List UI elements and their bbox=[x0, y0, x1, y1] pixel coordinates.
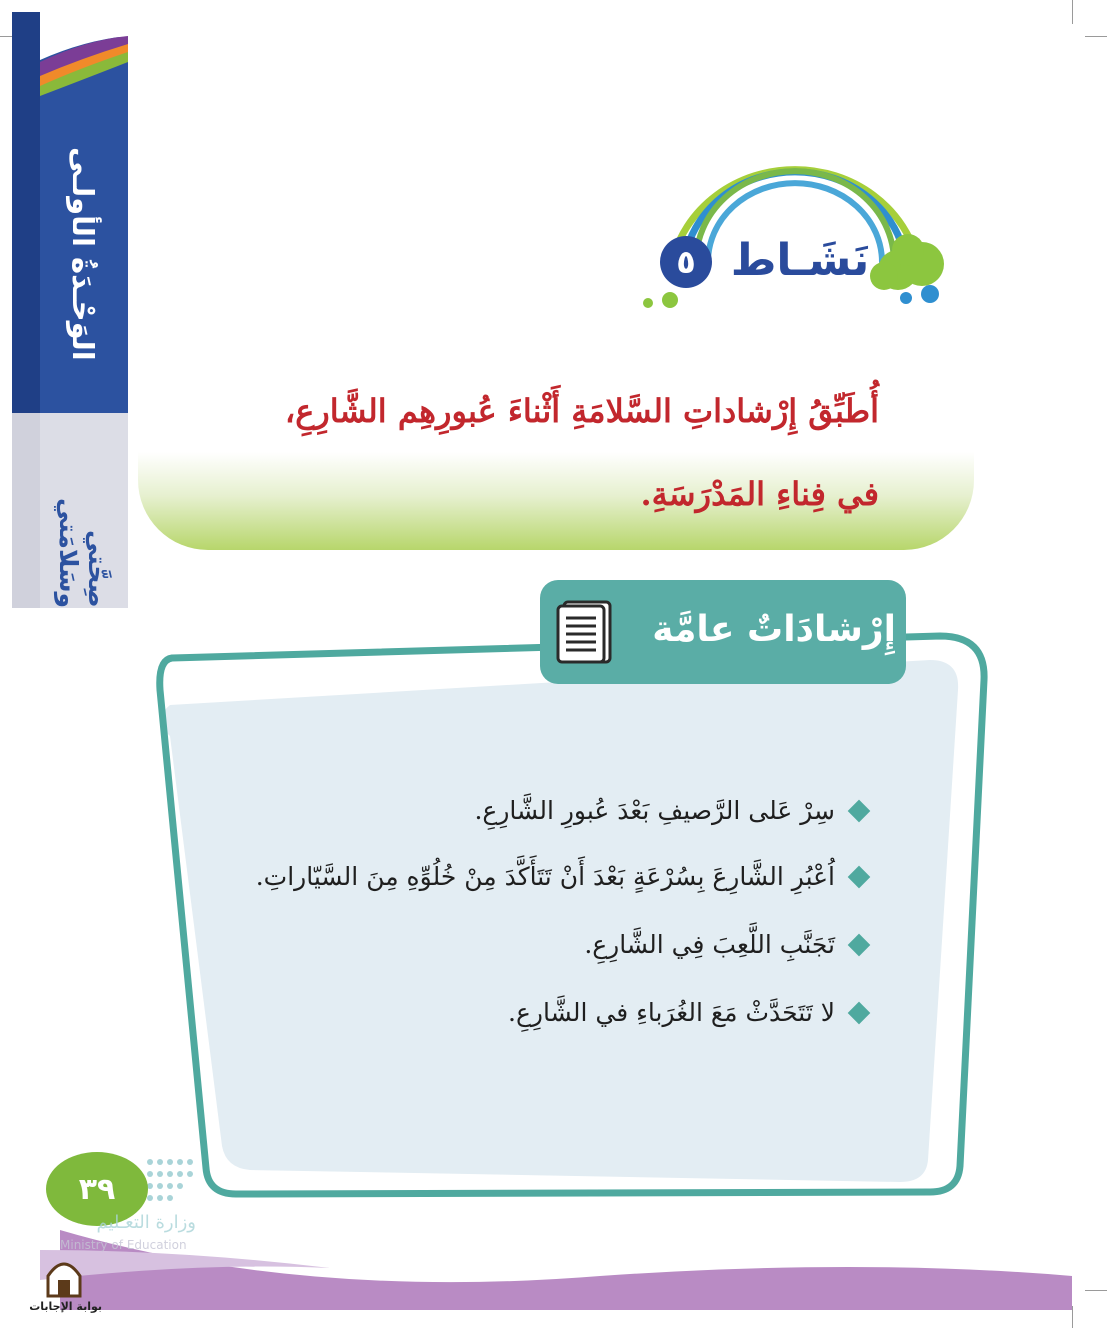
objective-line-1: أُطَبِّقُ إِرْشاداتِ السَّلامَةِ أَثْناءَ عُبورِهِم الشَّارِعِ، bbox=[284, 392, 879, 430]
diamond-bullet-icon bbox=[848, 799, 871, 822]
list-item: لا تَتَحَدَّثْ مَعَ الغُرَباءِ في الشَّارِعِ. bbox=[508, 998, 867, 1027]
objective-line-2: في فِناءِ المَدْرَسَةِ. bbox=[640, 475, 879, 513]
guidelines-title: إِرْشادَاتٌ عامَّة bbox=[652, 609, 896, 650]
guidelines-panel-graphic bbox=[160, 636, 984, 1194]
list-item: اُعْبُرِ الشَّارِعَ بِسُرْعَةٍ بَعْدَ أَنْ تَتَأَكَّدَ مِنْ خُلُوِّهِ مِنَ السَّيّاراتِ. bbox=[256, 862, 867, 891]
page-number: ٣٩ bbox=[78, 1172, 116, 1207]
activity-number-badge: ٥ bbox=[660, 236, 712, 288]
ministry-logo-dots bbox=[147, 1159, 193, 1201]
portal-label: بوابة الإجابات bbox=[29, 1300, 102, 1313]
theme-label: صِحَّتي وسَلامَتي bbox=[54, 497, 112, 608]
portal-logo-icon bbox=[48, 1264, 80, 1296]
diamond-bullet-icon bbox=[848, 1001, 871, 1024]
diamond-bullet-icon bbox=[848, 865, 871, 888]
list-item: سِرْ عَلى الرَّصيفِ بَعْدَ عُبورِ الشَّارِعِ. bbox=[474, 796, 867, 825]
ministry-name-arabic: وزارة التعـليم bbox=[96, 1212, 196, 1233]
unit-label: الوَحْـدَةُ الأولـى bbox=[66, 147, 100, 361]
diamond-bullet-icon bbox=[848, 933, 871, 956]
activity-title: نَشَـاط bbox=[730, 234, 870, 286]
list-item: تَجَنَّبِ اللَّعِبَ فِي الشَّارِعِ. bbox=[584, 930, 867, 959]
document-icon bbox=[554, 598, 616, 666]
ministry-name-english: Ministry of Education bbox=[60, 1238, 187, 1252]
